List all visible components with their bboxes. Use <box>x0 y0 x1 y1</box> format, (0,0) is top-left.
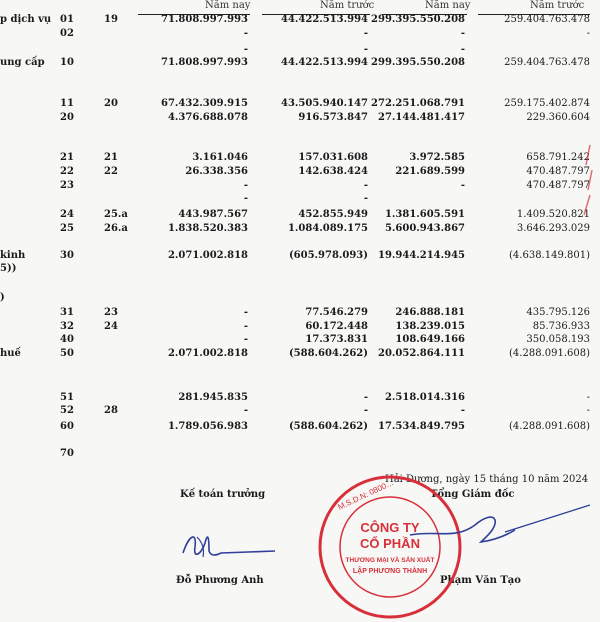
row-code: 23 <box>60 180 74 191</box>
value-previous-2: 229.360.604 <box>526 112 590 123</box>
value-current: - <box>243 307 248 318</box>
seal-line4: LẬP PHƯƠNG THÀNH <box>352 568 428 575</box>
row-code: 60 <box>60 421 74 432</box>
margin-red-mark <box>578 140 598 220</box>
value-previous-2: (4.638.149.801) <box>509 250 590 261</box>
table-row <box>0 180 600 192</box>
table-row <box>0 14 600 26</box>
row-label: ung cấp <box>0 57 45 68</box>
value-current-2: 108.649.166 <box>395 334 465 345</box>
value-current: - <box>243 405 248 416</box>
value-previous-2: 470.487.797 <box>526 166 590 177</box>
director-signature <box>405 500 595 560</box>
row-label: ) <box>0 292 5 303</box>
row-code: 10 <box>60 57 74 68</box>
value-current-2: 272.251.068.791 <box>371 98 465 109</box>
row-code: 70 <box>60 448 74 459</box>
value-current: - <box>243 193 248 204</box>
value-current: 3.161.046 <box>192 152 248 163</box>
value-current: - <box>243 321 248 332</box>
seal-line2: CỔ PHẦN <box>360 536 420 551</box>
value-current-2: 299.395.550.208 <box>371 57 465 68</box>
row-label: p dịch vụ <box>0 14 52 25</box>
value-current: 281.945.835 <box>178 392 248 403</box>
value-previous-2: - <box>586 405 590 416</box>
director-name: Phạm Văn Tạo <box>440 575 521 586</box>
value-previous-2: 85.736.933 <box>532 321 590 332</box>
value-previous: - <box>363 392 368 403</box>
value-previous: - <box>363 180 368 191</box>
table-row <box>0 28 600 40</box>
value-current-2: 246.888.181 <box>395 307 465 318</box>
table-row <box>0 112 600 124</box>
value-previous: - <box>363 405 368 416</box>
row-note: 22 <box>104 166 118 177</box>
row-code: 40 <box>60 334 74 345</box>
value-previous: - <box>363 28 368 39</box>
value-current: - <box>243 180 248 191</box>
row-code: 22 <box>60 166 74 177</box>
row-code: 32 <box>60 321 74 332</box>
value-previous-2: 259.175.402.874 <box>504 98 590 109</box>
value-current: 71.808.997.993 <box>161 57 248 68</box>
header-current-year-2: Năm nay <box>425 0 471 11</box>
value-current-2: 221.689.599 <box>395 166 465 177</box>
value-previous: 44.422.513.994 <box>281 57 368 68</box>
value-current-2: 3.972.585 <box>409 152 465 163</box>
header-current-year: Năm nay <box>205 0 251 11</box>
value-previous: 44.422.513.994 <box>281 14 368 25</box>
row-code: 21 <box>60 152 74 163</box>
value-current-2: 27.144.481.417 <box>378 112 465 123</box>
row-code: 20 <box>60 112 74 123</box>
value-previous: 157.031.608 <box>298 152 368 163</box>
table-row <box>0 223 600 235</box>
value-previous: - <box>363 193 368 204</box>
value-current-2: 1.381.605.591 <box>384 209 465 220</box>
value-current-2: - <box>460 28 465 39</box>
row-note: 23 <box>104 307 118 318</box>
value-previous: 60.172.448 <box>305 321 368 332</box>
value-current-2: 299.395.550.208 <box>371 14 465 25</box>
header-previous-year: Năm trước <box>320 0 375 11</box>
value-current: - <box>243 28 248 39</box>
row-label: kinh <box>0 250 26 261</box>
value-previous-2: 259.404.763.478 <box>504 57 590 68</box>
table-row <box>0 392 600 404</box>
value-current-2: 5.600.943.867 <box>384 223 465 234</box>
value-previous: (588.604.262) <box>288 421 368 432</box>
value-current-2: 17.534.849.795 <box>378 421 465 432</box>
value-current: 1.789.056.983 <box>167 421 248 432</box>
value-previous-2: 1.409.520.821 <box>516 209 590 220</box>
value-previous-2: (4.288.091.608) <box>509 421 590 432</box>
row-note: 25.a <box>104 209 128 220</box>
row-note: 19 <box>104 14 118 25</box>
svg-text:M.S.D.N: 0800…: M.S.D.N: 0800… <box>336 478 396 512</box>
value-current-2: 19.944.214.945 <box>378 250 465 261</box>
value-current-2: 2.518.014.316 <box>384 392 465 403</box>
value-current-2: - <box>460 405 465 416</box>
value-current-2: - <box>460 44 465 55</box>
director-title: Tổng Giám đốc <box>430 489 515 500</box>
accountant-name: Đỗ Phương Anh <box>176 575 264 586</box>
table-row <box>0 321 600 333</box>
row-code: 25 <box>60 223 74 234</box>
place-date: Hải Dương, ngày 15 tháng 10 năm 2024 <box>385 474 589 485</box>
value-previous-2: 435.795.126 <box>526 307 590 318</box>
value-current-2: 20.052.864.111 <box>378 348 465 359</box>
value-current: 443.987.567 <box>178 209 248 220</box>
row-label: huế <box>0 348 21 359</box>
value-previous-2: - <box>586 392 590 403</box>
table-row <box>0 166 600 178</box>
table-row <box>0 193 600 205</box>
value-previous-2: (4.288.091.608) <box>509 348 590 359</box>
value-previous-2: 350.058.193 <box>526 334 590 345</box>
value-current: 1.838.520.383 <box>167 223 248 234</box>
value-previous: 43.505.940.147 <box>281 98 368 109</box>
row-code: 11 <box>60 98 74 109</box>
value-previous: 1.084.089.175 <box>287 223 368 234</box>
value-previous: - <box>363 44 368 55</box>
table-row <box>0 263 600 275</box>
table-row <box>0 348 600 360</box>
table-row <box>0 334 600 346</box>
value-current: 2.071.002.818 <box>167 250 248 261</box>
table-row <box>0 448 600 460</box>
accountant-title: Kế toán trưởng <box>180 489 266 500</box>
value-previous: (605.978.093) <box>288 250 368 261</box>
value-previous: 77.546.279 <box>305 307 368 318</box>
row-code: 50 <box>60 348 74 359</box>
seal-line1: CÔNG TY <box>360 520 420 535</box>
table-row <box>0 44 600 56</box>
value-previous-2: 658.791.242 <box>526 152 590 163</box>
value-previous: 452.855.949 <box>298 209 368 220</box>
row-code: 52 <box>60 405 74 416</box>
value-current: 4.376.688.078 <box>167 112 248 123</box>
table-row <box>0 152 600 164</box>
table-row <box>0 250 600 262</box>
row-code: 01 <box>60 14 74 25</box>
value-current: 26.338.356 <box>185 166 248 177</box>
table-row <box>0 57 600 69</box>
row-code: 02 <box>60 28 74 39</box>
value-previous: 17.373.831 <box>305 334 368 345</box>
table-row <box>0 98 600 110</box>
value-previous-2: 259.404.763.478 <box>504 14 590 25</box>
row-label: 5)) <box>0 263 17 274</box>
table-row <box>0 405 600 417</box>
row-note: 28 <box>104 405 118 416</box>
value-current-2: - <box>460 180 465 191</box>
value-current: 67.432.309.915 <box>161 98 248 109</box>
row-note: 24 <box>104 321 118 332</box>
row-note: 20 <box>104 98 118 109</box>
value-current: 2.071.002.818 <box>167 348 248 359</box>
value-previous-2: 470.487.797 <box>526 180 590 191</box>
table-row <box>0 209 600 221</box>
table-row <box>0 292 600 304</box>
value-current: - <box>243 334 248 345</box>
value-previous: (588.604.262) <box>288 348 368 359</box>
row-note: 26.a <box>104 223 128 234</box>
value-previous-2: - <box>586 28 590 39</box>
row-code: 31 <box>60 307 74 318</box>
header-previous-year-2: Năm trước <box>530 0 585 11</box>
value-current: - <box>243 44 248 55</box>
table-row <box>0 421 600 433</box>
value-previous: 916.573.847 <box>298 112 368 123</box>
row-code: 51 <box>60 392 74 403</box>
row-code: 24 <box>60 209 74 220</box>
value-current: 71.808.997.993 <box>161 14 248 25</box>
value-previous: 142.638.424 <box>298 166 368 177</box>
row-note: 21 <box>104 152 118 163</box>
table-row <box>0 307 600 319</box>
accountant-signature <box>175 525 285 565</box>
row-code: 30 <box>60 250 74 261</box>
value-current-2: 138.239.015 <box>395 321 465 332</box>
value-previous-2: 3.646.293.029 <box>516 223 590 234</box>
seal-line3: THƯƠNG MẠI VÀ SẢN XUẤT <box>345 557 435 564</box>
